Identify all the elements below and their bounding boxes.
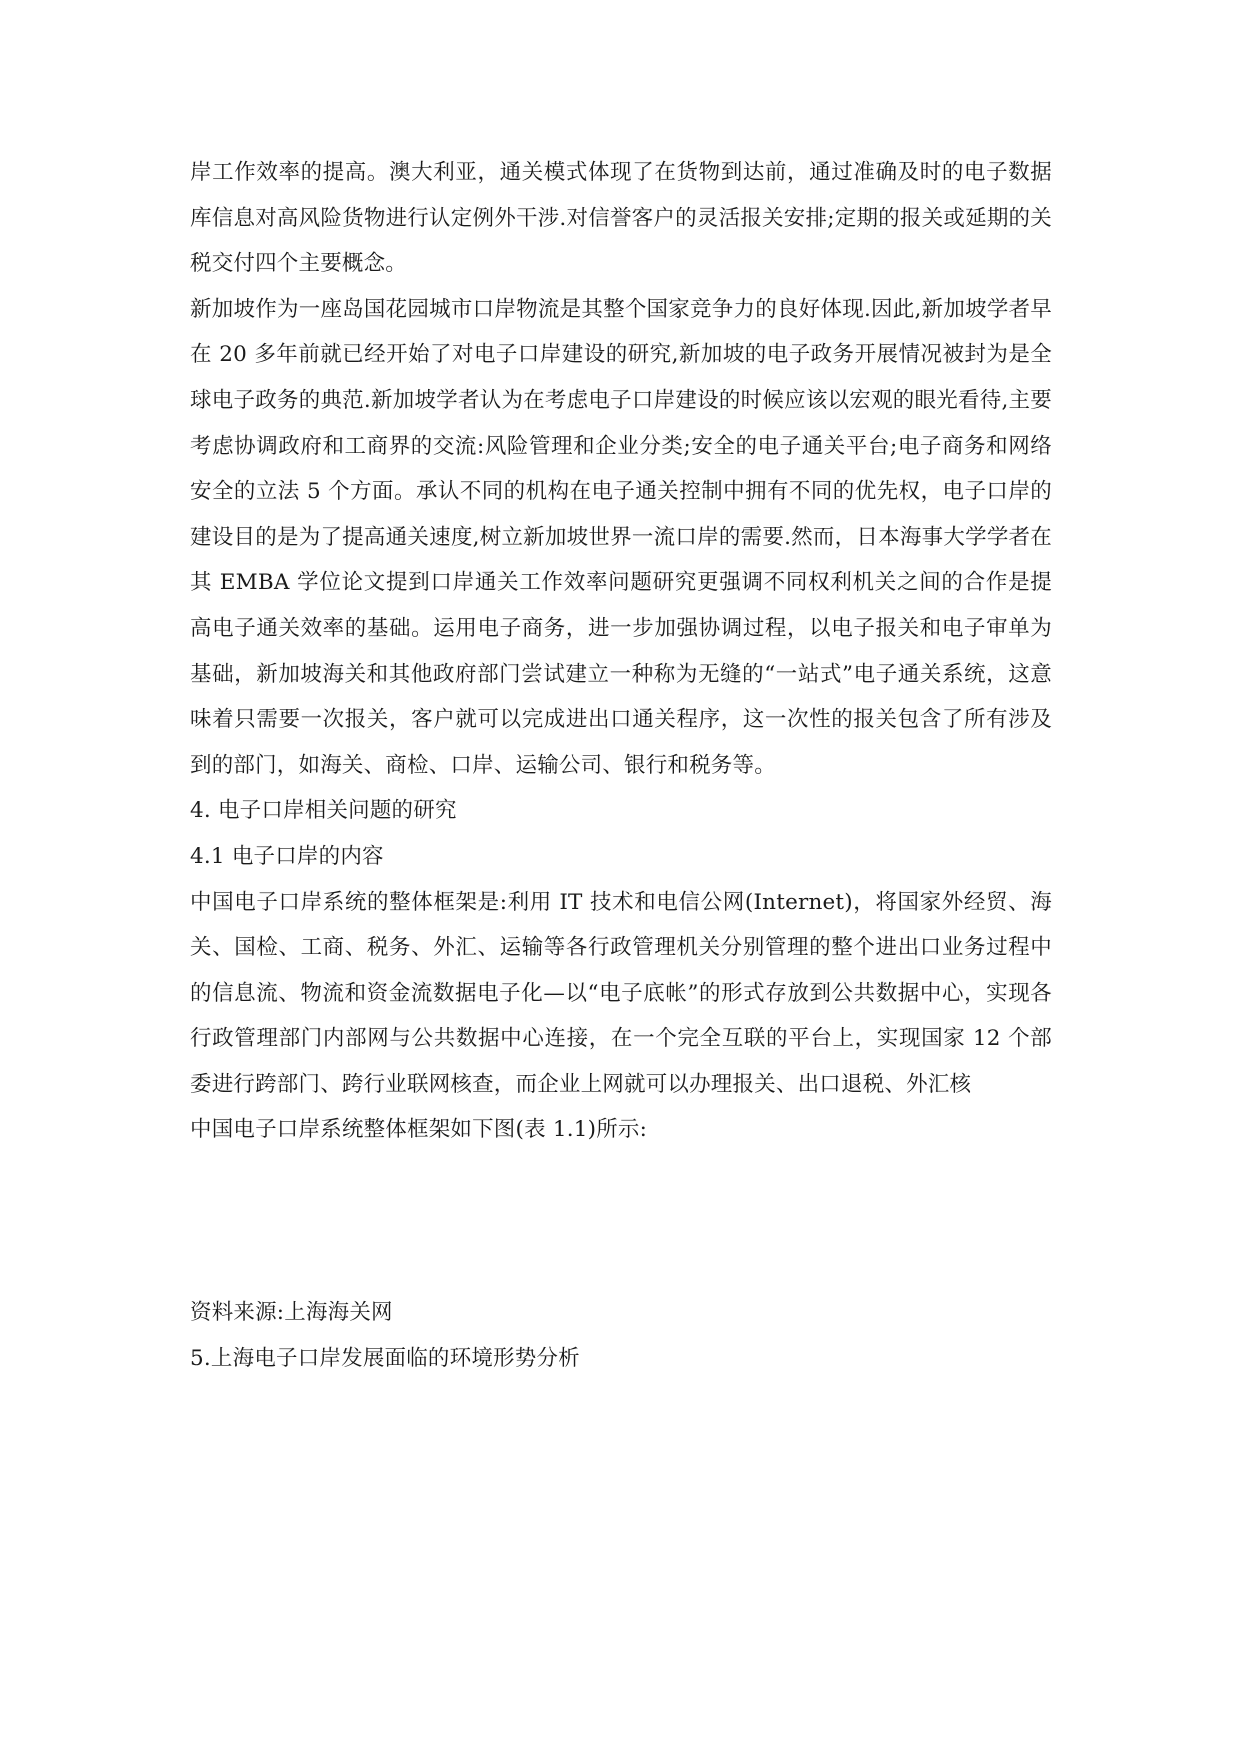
figure-placeholder <box>190 1153 1052 1290</box>
section-heading-4-1: 4.1 电子口岸的内容 <box>190 843 384 869</box>
paragraph-singapore-eport: 新加坡作为一座岛国花园城市口岸物流是其整个国家竞争力的良好体现.因此,新加坡学者早在 20 多年前就已经开始了对电子口岸建设的研究,新加坡的电子政务开展情况被封为是全球电子政务的典范.新加坡学者认为在考虑电子口岸建设的时候应该以宏观的眼光看待,主要考虑协调政府和工商界的交流:风险管理和企业分类;安全的电子通关平台;电子商务和网络安全的立法 5 个方面。承认不同的机构在电子通关控制中拥有不同的优先权，电子口岸的建设目的是为了提高通关速度,树立新加坡世界一流口岸的需要.然而，日本海事大学学者在其 EMBA 学位论文提到口岸通关工作效率问题研究更强调不同权利机关之间的合作是提高电子通关效率的基础。运用电子商务，进一步加强协调过程，以电子报关和电子审单为基础，新加坡海关和其他政府部门尝试建立一种称为无缝的“一站式”电子通关系统，这意味着只需要一次报关，客户就可以完成进出口通关程序，这一次性的报关包含了所有涉及到的部门，如海关、商检、口岸、运输公司、银行和税务等。 <box>190 296 1052 778</box>
section-heading-4: 4. 电子口岸相关问题的研究 <box>190 798 457 824</box>
figure-caption: 中国电子口岸系统整体框架如下图(表 1.1)所示: <box>190 1117 648 1143</box>
section-heading-5: 5.上海电子口岸发展面临的环境形势分析 <box>190 1345 580 1371</box>
document-body <box>190 150 1052 1381</box>
paragraph-australia-customs: 岸工作效率的提高。澳大利亚，通关模式体现了在货物到达前，通过准确及时的电子数据库信息对高风险货物进行认定例外干涉.对信誉客户的灵活报关安排;定期的报关或延期的关税交付四个主要概念。 <box>190 160 1052 277</box>
paragraph-china-eport-framework: 中国电子口岸系统的整体框架是:利用 IT 技术和电信公网(Internet)，将国家外经贸、海关、国检、工商、税务、外汇、运输等各行政管理机关分别管理的整个进出口业务过程中的信息流、物流和资金流数据电子化—以“电子底帐”的形式存放到公共数据中心，实现各行政管理部门内部网与公共数据中心连接，在一个完全互联的平台上，实现国家 12 个部委进行跨部门、跨行业联网核查，而企业上网就可以办理报关、出口退税、外汇核 <box>190 889 1052 1097</box>
source-note: 资料来源:上海海关网 <box>190 1300 393 1326</box>
